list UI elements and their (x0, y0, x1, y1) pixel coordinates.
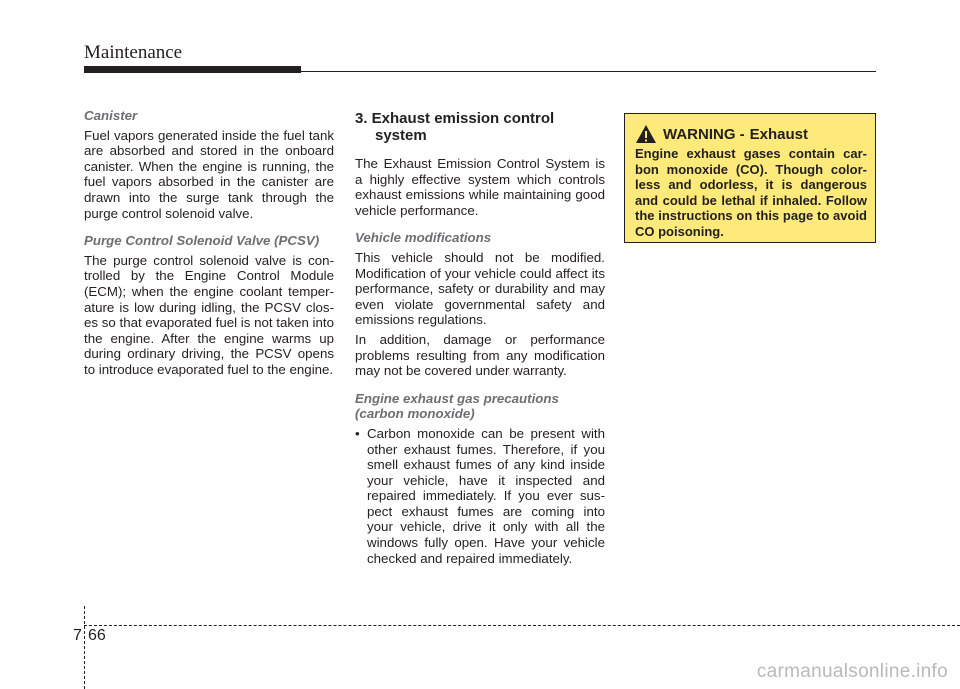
canister-heading: Canister (84, 108, 138, 123)
mods-text-2: In addition, damage or performance problems resulting from any modification may not be covered under warranty. (355, 331, 605, 379)
section-title (355, 111, 605, 144)
warning-text: Engine exhaust gases contain car-bon monoxide (CO). Though color-less and odorless, it is dangerous and could be lethal if inhaled. Follow the instructions on this page to avoid CO poisoning. (635, 146, 867, 239)
footer-rule (84, 625, 960, 626)
warning-topic: Exhaust (749, 125, 809, 143)
warning-header (635, 124, 808, 144)
watermark: carmanualsonline.info (756, 661, 948, 682)
warning-triangle-icon (635, 124, 657, 144)
warning-box (624, 113, 876, 243)
mods-heading: Vehicle modifications (355, 230, 492, 246)
chapter-number: 7 (73, 627, 82, 644)
precautions-heading (355, 391, 605, 422)
canister-text: Fuel vapors generated inside the fuel tank are absorbed and stored in the onboard canister. When the engine is running, the fuel vapors absorbed in the canister are drawn into the surge tank through the purge control solenoid valve. (84, 127, 334, 221)
intro-text: The Exhaust Emission Control System is a highly effective system which controls exhaust emissions while maintaining good vehicle performance. (355, 156, 605, 218)
section-title-line2: system (375, 126, 427, 144)
footer-divider (84, 606, 85, 689)
list-item (355, 426, 605, 566)
left-column (84, 108, 334, 378)
pcsv-text: The purge control solenoid valve is con-trolled by the Engine Control Module (ECM); when the engine coolant temper-ature is low during idling, the PCSV clos-es so that evaporated fuel is not taken into the engine. After the engine warms up during ordinary driving, the PCSV opens to introduce evaporated fuel to the engine. (84, 252, 334, 377)
mods-text-1: This vehicle should not be modified. Modification of your vehicle could affect its performance, safety or durability and may even violate governmental safety and emissions regulations. (355, 249, 605, 328)
middle-column (355, 108, 605, 566)
warning-label: WARNING - (663, 125, 745, 143)
precautions-heading-line1: Engine exhaust gas precautions (355, 390, 559, 406)
precautions-heading-line2: (carbon monoxide) (355, 406, 475, 422)
page-number: 66 (88, 627, 106, 644)
bullet-symbol: • (355, 425, 360, 441)
page-header-title: Maintenance (84, 42, 183, 63)
header-rule (84, 71, 876, 72)
pcsv-heading: Purge Control Solenoid Valve (PCSV) (84, 233, 320, 249)
bullet-text: Carbon monoxide can be present with other exhaust fumes. Therefore, if you smell exhaust fumes of any kind inside your vehicle, have it inspected and repaired immediately. If you ever sus-pect exhaust fumes are coming into your vehicle, drive it only with all the windows fully open. Have your vehicle checked and repaired immediately. (367, 425, 605, 566)
section-title-line1: 3. Exhaust emission control (355, 110, 555, 127)
